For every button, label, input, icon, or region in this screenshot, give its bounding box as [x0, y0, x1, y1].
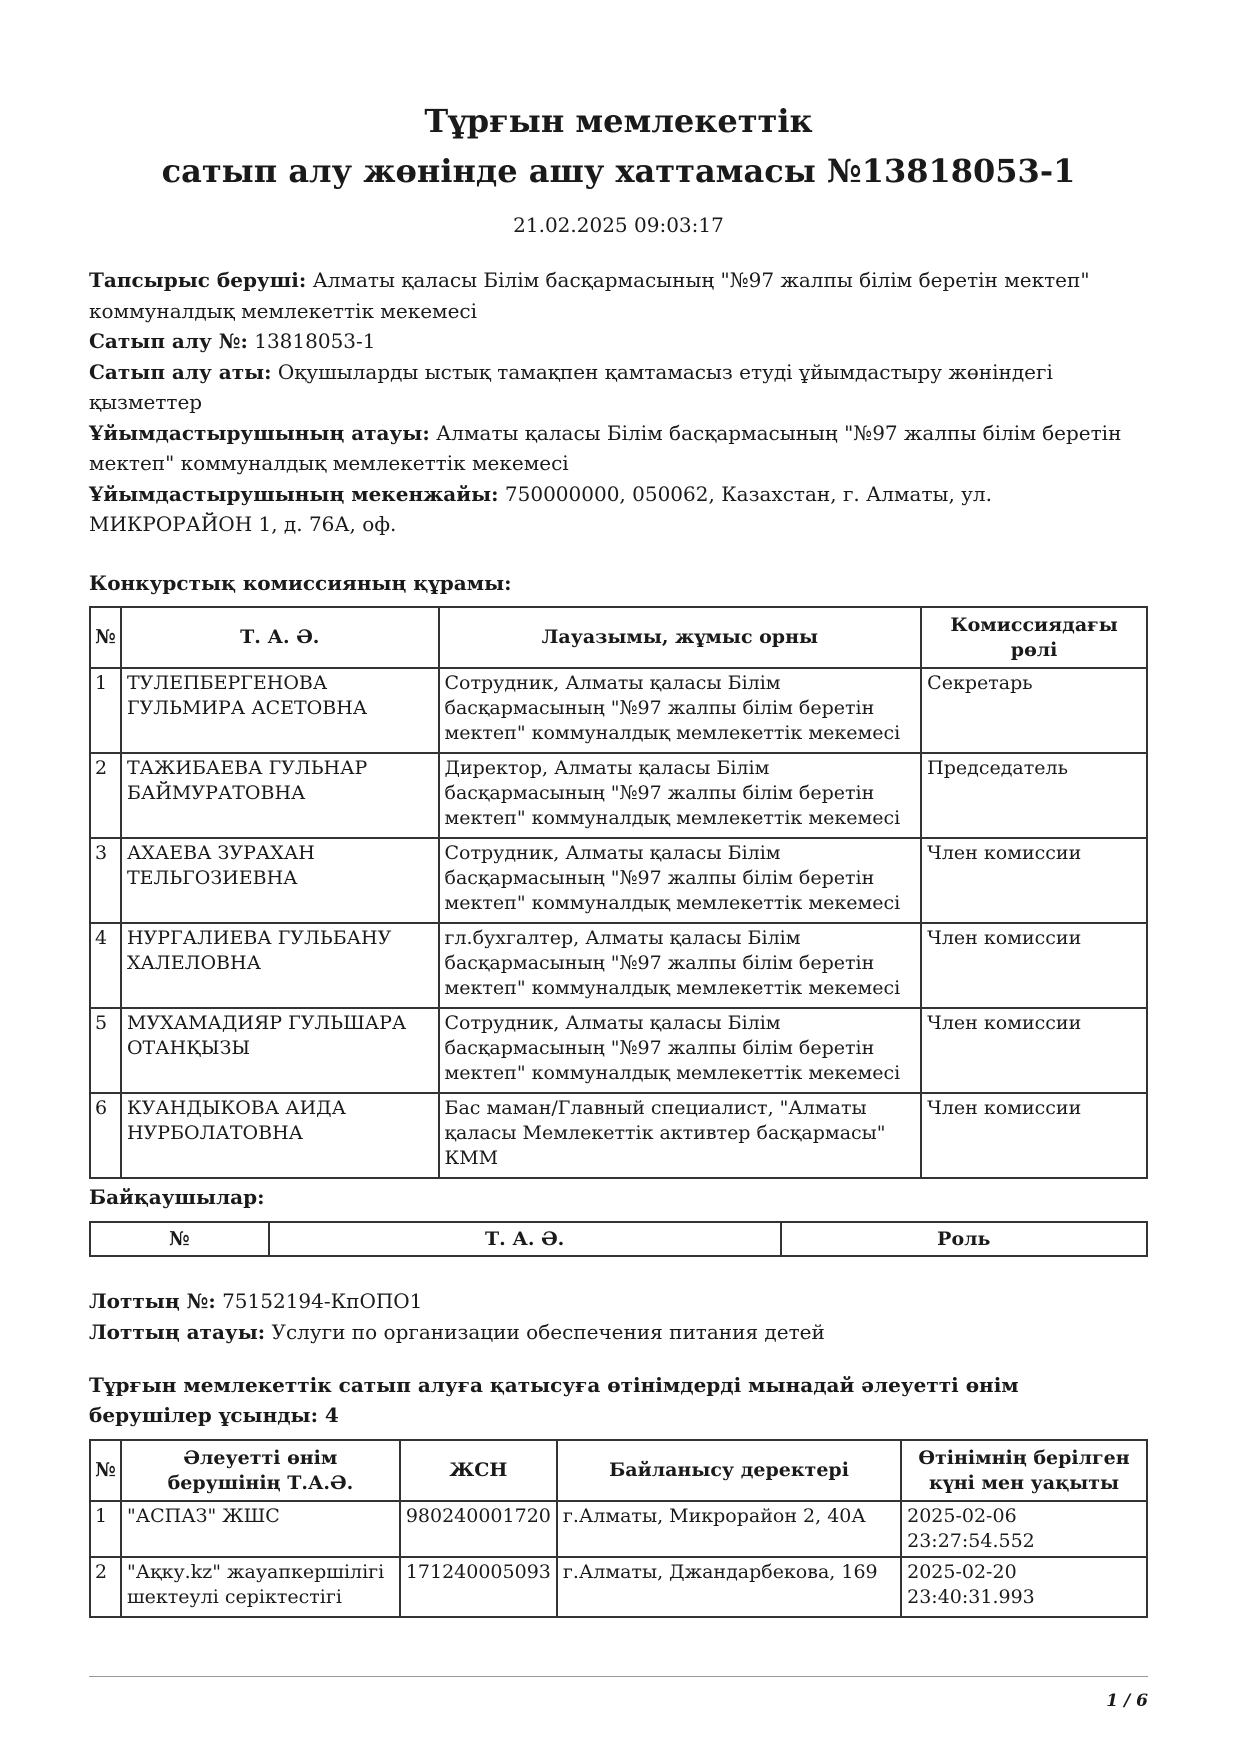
table-row: [90, 1093, 1147, 1178]
row-role: Председатель: [921, 753, 1147, 838]
row-role: Член комиссии: [921, 838, 1147, 923]
header-role: Комиссиядағы рөлі: [921, 607, 1147, 668]
row-role: Член комиссии: [921, 1008, 1147, 1093]
row-contacts: г.Алматы, Микрорайон 2, 40А: [557, 1501, 901, 1557]
purchase-number-field: [89, 326, 1148, 357]
organizer-address-field: [89, 479, 1148, 540]
customer-label: Тапсырыс беруші:: [89, 268, 307, 292]
customer-value: Алматы қаласы Білім басқармасының "№97 жалпы білім беретін мектеп" коммуналдық мемлекеттік мекемесі: [89, 268, 1090, 323]
header-num: №: [90, 1440, 121, 1501]
observers-table-header: [90, 1222, 1147, 1256]
row-role: Член комиссии: [921, 1093, 1147, 1178]
row-name: НУРГАЛИЕВА ГУЛЬБАНУ ХАЛЕЛОВНА: [121, 923, 439, 1008]
row-num: 6: [90, 1093, 121, 1178]
row-datetime: 2025-02-20 23:40:31.993: [901, 1557, 1147, 1617]
purchase-name-label: Сатып алу аты:: [89, 359, 272, 384]
customer-field: [89, 265, 1148, 326]
title-line-2: сатып алу жөнінде ашу хаттамасы №13818053-1: [161, 152, 1076, 190]
row-num: 5: [90, 1008, 121, 1093]
row-position: гл.бухгалтер, Алматы қаласы Білім басқармасының "№97 жалпы білім беретін мектеп" коммуналдық мемлекеттік мекемесі: [439, 923, 922, 1008]
organizer-address-label: Ұйымдастырушының мекенжайы:: [89, 481, 499, 506]
table-row: [90, 668, 1147, 753]
header-num: №: [90, 1222, 269, 1256]
header-num: №: [90, 607, 121, 668]
row-num: 2: [90, 1557, 121, 1617]
header-bin: ЖСН: [400, 1440, 557, 1501]
header-contacts: Байланысу деректері: [557, 1440, 901, 1501]
row-num: 3: [90, 838, 121, 923]
row-position: Бас маман/Главный специалист, "Алматы қаласы Мемлекеттік активтер басқармасы" КММ: [439, 1093, 922, 1178]
table-row: [90, 838, 1147, 923]
organizer-address-value: 750000000, 050062, Казахстан, г. Алматы, ул. МИКРОРАЙОН 1, д. 76А, оф.: [89, 481, 992, 536]
row-name: ТУЛЕПБЕРГЕНОВА ГУЛЬМИРА АСЕТОВНА: [121, 668, 439, 753]
row-name: МУХАМАДИЯР ГУЛЬШАРА ОТАНҚЫЗЫ: [121, 1008, 439, 1093]
header-position: Лауазымы, жұмыс орны: [439, 607, 922, 668]
organizer-name-field: [89, 418, 1148, 479]
row-num: 1: [90, 1501, 121, 1557]
title-line-1: Тұрғын мемлекеттік: [424, 102, 813, 140]
row-name: ТАЖИБАЕВА ГУЛЬНАР БАЙМУРАТОВНА: [121, 753, 439, 838]
header-name: Т. А. Ә.: [269, 1222, 781, 1256]
header-datetime: Өтінімнің берілген күні мен уақыты: [901, 1440, 1147, 1501]
purchase-name-field: [89, 357, 1148, 418]
suppliers-table-header: [90, 1440, 1147, 1501]
commission-heading: Конкурстық комиссияның құрамы:: [89, 571, 512, 595]
observers-heading: Байқаушылар:: [89, 1185, 265, 1209]
row-contacts: г.Алматы, Джандарбекова, 169: [557, 1557, 901, 1617]
row-num: 4: [90, 923, 121, 1008]
observers-table: [89, 1221, 1148, 1257]
lot-number-value: 75152194-КпОПО1: [222, 1289, 423, 1313]
lot-name-label: Лоттың атауы:: [89, 1319, 266, 1344]
table-row: [90, 1008, 1147, 1093]
row-position: Сотрудник, Алматы қаласы Білім басқармасының "№97 жалпы білім беретін мектеп" коммуналдық мемлекеттік мекемесі: [439, 668, 922, 753]
table-row: [90, 1557, 1147, 1617]
suppliers-heading: Тұрғын мемлекеттік сатып алуға қатысуға өтінімдерді мынадай әлеуетті өнім берушілер ұсынды: 4: [89, 1373, 1019, 1427]
table-row: [90, 923, 1147, 1008]
row-num: 1: [90, 668, 121, 753]
suppliers-table: [89, 1439, 1148, 1618]
lot-name-value: Услуги по организации обеспечения питания детей: [271, 1319, 825, 1344]
row-supplier-name: "АСПАЗ" ЖШС: [121, 1501, 400, 1557]
lot-name-field: [89, 1317, 1148, 1348]
document-title: [89, 96, 1148, 196]
row-datetime: 2025-02-06 23:27:54.552: [901, 1501, 1147, 1557]
row-position: Директор, Алматы қаласы Білім басқармасының "№97 жалпы білім беретін мектеп" коммуналдық мемлекеттік мекемесі: [439, 753, 922, 838]
document-date: 21.02.2025 09:03:17: [513, 213, 724, 237]
header-name: Т. А. Ә.: [121, 607, 439, 668]
commission-table: [89, 606, 1148, 1179]
row-bin: 980240001720: [400, 1501, 557, 1557]
commission-table-header: [90, 607, 1147, 668]
page-number: 1 / 6: [1106, 1691, 1148, 1711]
procurement-info: [89, 265, 1148, 540]
organizer-name-value: Алматы қаласы Білім басқармасының "№97 жалпы білім беретін мектеп" коммуналдық мемлекеттік мекемесі: [89, 420, 1122, 475]
table-row: [90, 753, 1147, 838]
row-position: Сотрудник, Алматы қаласы Білім басқармасының "№97 жалпы білім беретін мектеп" коммуналдық мемлекеттік мекемесі: [439, 1008, 922, 1093]
row-supplier-name: "Ақку.kz" жауапкершілігі шектеулі серіктестігі: [121, 1557, 400, 1617]
row-role: Член комиссии: [921, 923, 1147, 1008]
purchase-number-label: Сатып алу №:: [89, 329, 248, 353]
header-role: Роль: [781, 1222, 1147, 1256]
purchase-number-value: 13818053-1: [254, 329, 376, 353]
header-supplier-name: Әлеуетті өнім берушінің Т.А.Ә.: [121, 1440, 400, 1501]
row-role: Секретарь: [921, 668, 1147, 753]
row-num: 2: [90, 753, 121, 838]
row-position: Сотрудник, Алматы қаласы Білім басқармасының "№97 жалпы білім беретін мектеп" коммуналдық мемлекеттік мекемесі: [439, 838, 922, 923]
lot-info: [89, 1286, 1148, 1347]
table-row: [90, 1501, 1147, 1557]
row-name: АХАЕВА ЗУРАХАН ТЕЛЬГОЗИЕВНА: [121, 838, 439, 923]
lot-number-field: [89, 1286, 1148, 1317]
purchase-name-value: Оқушыларды ыстық тамақпен қамтамасыз етуді ұйымдастыру жөніндегі қызметтер: [89, 359, 1053, 414]
organizer-name-label: Ұйымдастырушының атауы:: [89, 420, 430, 445]
row-bin: 171240005093: [400, 1557, 557, 1617]
row-name: КУАНДЫКОВА АИДА НУРБОЛАТОВНА: [121, 1093, 439, 1178]
lot-number-label: Лоттың №:: [89, 1289, 216, 1313]
footer-divider: [89, 1676, 1148, 1677]
